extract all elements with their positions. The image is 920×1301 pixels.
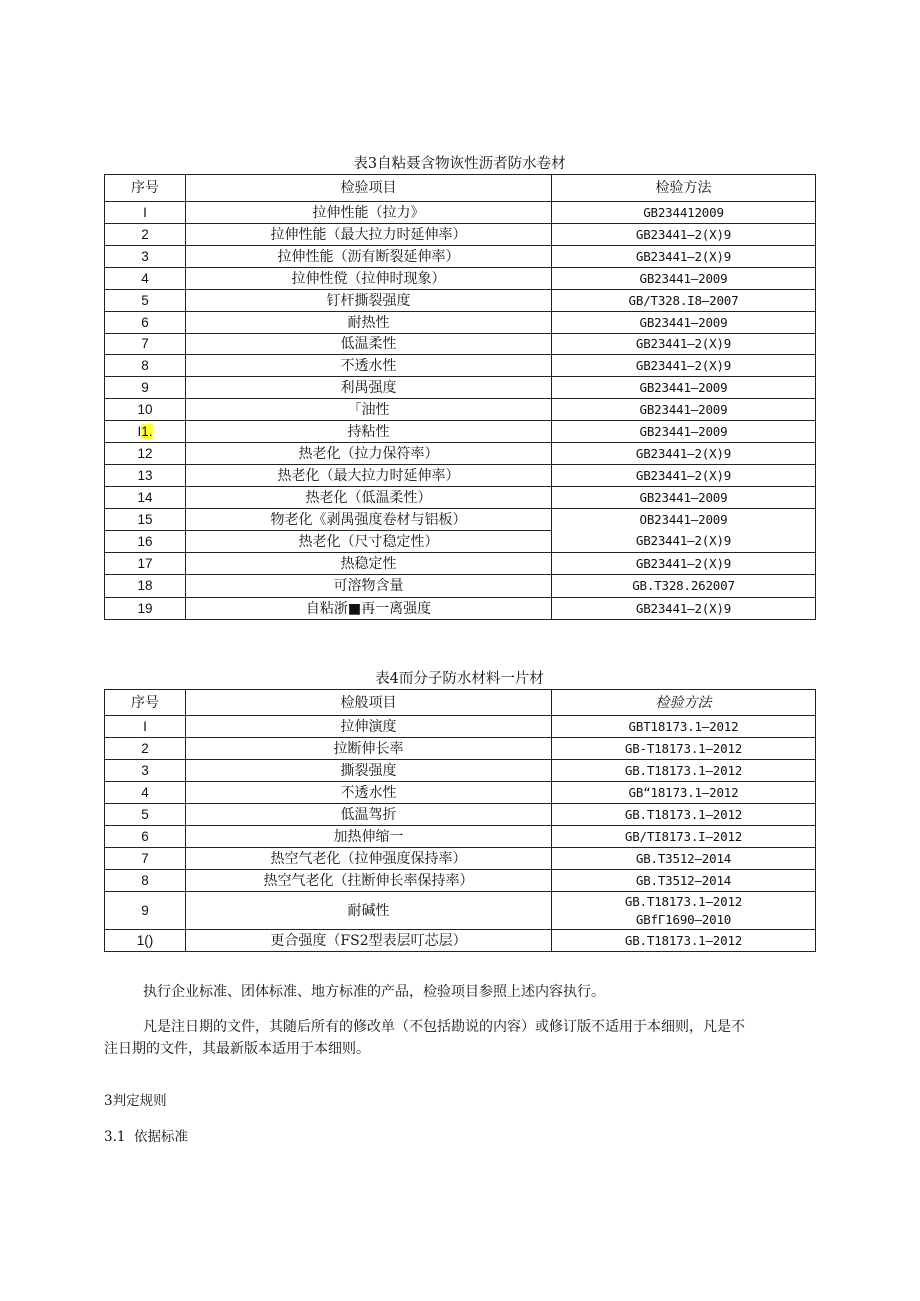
row-item: 拉伸性能（沥有断裂延伸率） [186,246,552,268]
row-item: 热老化（尺寸稳定性） [186,531,552,553]
row-no: 13 [105,465,186,487]
table4 [104,689,816,952]
table-row [105,377,816,399]
table-row [105,930,816,952]
table-row [105,290,816,312]
table4-header-item: 检般项目 [186,690,552,716]
table-row [105,598,816,620]
row-no: I [105,202,186,224]
table3-caption: 表3自粘聂含物诙性沥者防水卷材 [353,156,566,172]
row-method: GB23441—2(X)9 [552,224,816,246]
table-row [105,312,816,334]
table-row [105,575,816,598]
row-item: 耐热性 [186,312,552,334]
row-no: 5 [105,290,186,312]
row-no: 4 [105,782,186,804]
row-no: 16 [105,531,186,553]
row-no: 17 [105,553,186,575]
row-no: 8 [105,355,186,377]
row-no: 3 [105,760,186,782]
row-item: 不透水性 [186,355,552,377]
row-item: 撕裂强度 [186,760,552,782]
row-item: 更合强度（FS2型表层叮芯层） [186,930,552,952]
table-row [105,443,816,465]
row-no: 19 [105,598,186,620]
row-no: 5 [105,804,186,826]
row-item: 热空气老化（拄断伸长率保持率） [186,870,552,892]
table-row [105,224,816,246]
table3-header-row [105,175,816,202]
table-row [105,826,816,848]
table-row [105,716,816,738]
row-method: GB.T3512—2014 [552,848,816,870]
row-method: GB23441—2(X)9 [552,531,816,553]
row-method: GB23441—2(X)9 [552,553,816,575]
table-row [105,421,816,443]
row-no: 9 [105,892,186,930]
row-method: OB23441—2009 [552,509,816,531]
table3-header-no: 序号 [105,175,186,202]
row-method: GB23441—2(X)9 [552,246,816,268]
paragraph-standards-note: 执行企业标准、团体标准、地方标准的产品，检验项目参照上述内容执行。 [143,984,605,1000]
row-method: GB.T328.262007 [552,575,816,598]
row-item: 加热伸缩一 [186,826,552,848]
row-method-line2: GBfΓ1690—2010 [635,911,732,927]
row-no: 7 [105,848,186,870]
row-method: GB23441—2(X)9 [552,598,816,620]
row-method: GB23441—2(X)9 [552,443,816,465]
row-method: GB-T18173.1—2012 [552,738,816,760]
row-no: 12 [105,443,186,465]
row-no: 2 [105,738,186,760]
row-item: 热老化（最大拉力时延伸率） [186,465,552,487]
row-item: 热老化（拉力保符率） [186,443,552,465]
row-method: GB23441—2(X)9 [552,355,816,377]
row-method: GB/T328.I8—2007 [552,290,816,312]
row-method: GB23441—2009 [552,421,816,443]
row-item: 拉断伸长率 [186,738,552,760]
row-item: 不透水性 [186,782,552,804]
row-method: GB.T3512—2014 [552,870,816,892]
table-row [105,399,816,421]
row-no-part: I [137,423,142,439]
row-item: 持粘性 [186,421,552,443]
table4-header-method: 检验方法 [552,690,816,716]
row-item: 拉伸演度 [186,716,552,738]
row-method: GB“18173.1—2012 [552,782,816,804]
table-row [105,202,816,224]
row-item: 利禺强度 [186,377,552,399]
row-method: GB.T18173.1—2012 [552,804,816,826]
row-no [105,421,186,443]
table-row [105,465,816,487]
row-method: GB234412009 [552,202,816,224]
row-method: GB23441—2(X)9 [552,465,816,487]
table3 [104,174,816,620]
row-item: 拉伸性能（最大拉力时延伸率） [186,224,552,246]
section-heading-3: 3判定规则 [104,1093,167,1109]
row-item: 低温驾折 [186,804,552,826]
row-method: GB23441—2009 [552,377,816,399]
row-no: 8 [105,870,186,892]
row-item: 低温柔性 [186,334,552,355]
row-no-highlighted-part: 1. [141,423,153,439]
row-item: 热空气老化（拉伸强度保持率） [186,848,552,870]
row-item: 拉伸性傥（拉伸时现象） [186,268,552,290]
row-no: 1() [105,930,186,952]
row-method: GB.T18173.1—2012 [552,760,816,782]
row-no: 15 [105,509,186,531]
table-row [105,487,816,509]
row-no: 4 [105,268,186,290]
table-row [105,848,816,870]
row-no: 7 [105,334,186,355]
row-method: GB23441—2009 [552,268,816,290]
row-item: 热老化（低温柔性） [186,487,552,509]
row-no: 9 [105,377,186,399]
row-item: 拉伸性能（拉力》 [186,202,552,224]
row-method: GB23441—2009 [552,312,816,334]
table3-header-item: 检验项目 [186,175,552,202]
section-heading-3-1: 3.1 依据标准 [104,1129,189,1145]
row-method: GB23441—2(X)9 [552,334,816,355]
table-row [105,760,816,782]
table-row [105,509,816,531]
table4-header-row [105,690,816,716]
table-row [105,268,816,290]
table4-header-no: 序号 [105,690,186,716]
table-row [105,531,816,553]
row-item: 耐碱性 [186,892,552,930]
paragraph-dated-docs-line1: 凡是注日期的文件，其随后所有的修改单（不包括勘说的内容）或修订版不适用于本细则，凡是不 [143,1019,745,1035]
row-item: 「油性 [186,399,552,421]
row-method: GB.T18173.1—2012 [552,930,816,952]
table-row [105,738,816,760]
table-row [105,246,816,268]
row-method: GBT18173.1—2012 [552,716,816,738]
row-no: 10 [105,399,186,421]
row-item: 可溶物含量 [186,575,552,598]
row-no: 18 [105,575,186,598]
table-row [105,804,816,826]
row-method: GB23441—2009 [552,399,816,421]
table-row [105,334,816,355]
table-row [105,892,816,930]
table-row [105,782,816,804]
row-no: 6 [105,826,186,848]
row-method-line1: GB.T18173.1—2012 [624,893,743,909]
table-row [105,553,816,575]
row-no: I [105,716,186,738]
table4-caption: 表4而分子防水材料一片材 [375,671,544,687]
row-item: 自粘浙■再一离强度 [186,598,552,620]
row-method: GB23441—2009 [552,487,816,509]
paragraph-dated-docs-line2: 注日期的文件，其最新版本适用于本细则。 [104,1041,370,1057]
row-item: 物老化《剥禺强度卷材与铝板） [186,509,552,531]
table-row [105,355,816,377]
row-item: 钉杆撕裂强度 [186,290,552,312]
row-no: 3 [105,246,186,268]
row-no: 6 [105,312,186,334]
row-no: 2 [105,224,186,246]
row-no: 14 [105,487,186,509]
row-method: GB/TI8173.I—2012 [552,826,816,848]
row-item: 热稳定性 [186,553,552,575]
table-row [105,870,816,892]
table3-header-method: 检验方法 [552,175,816,202]
row-method [552,892,816,930]
